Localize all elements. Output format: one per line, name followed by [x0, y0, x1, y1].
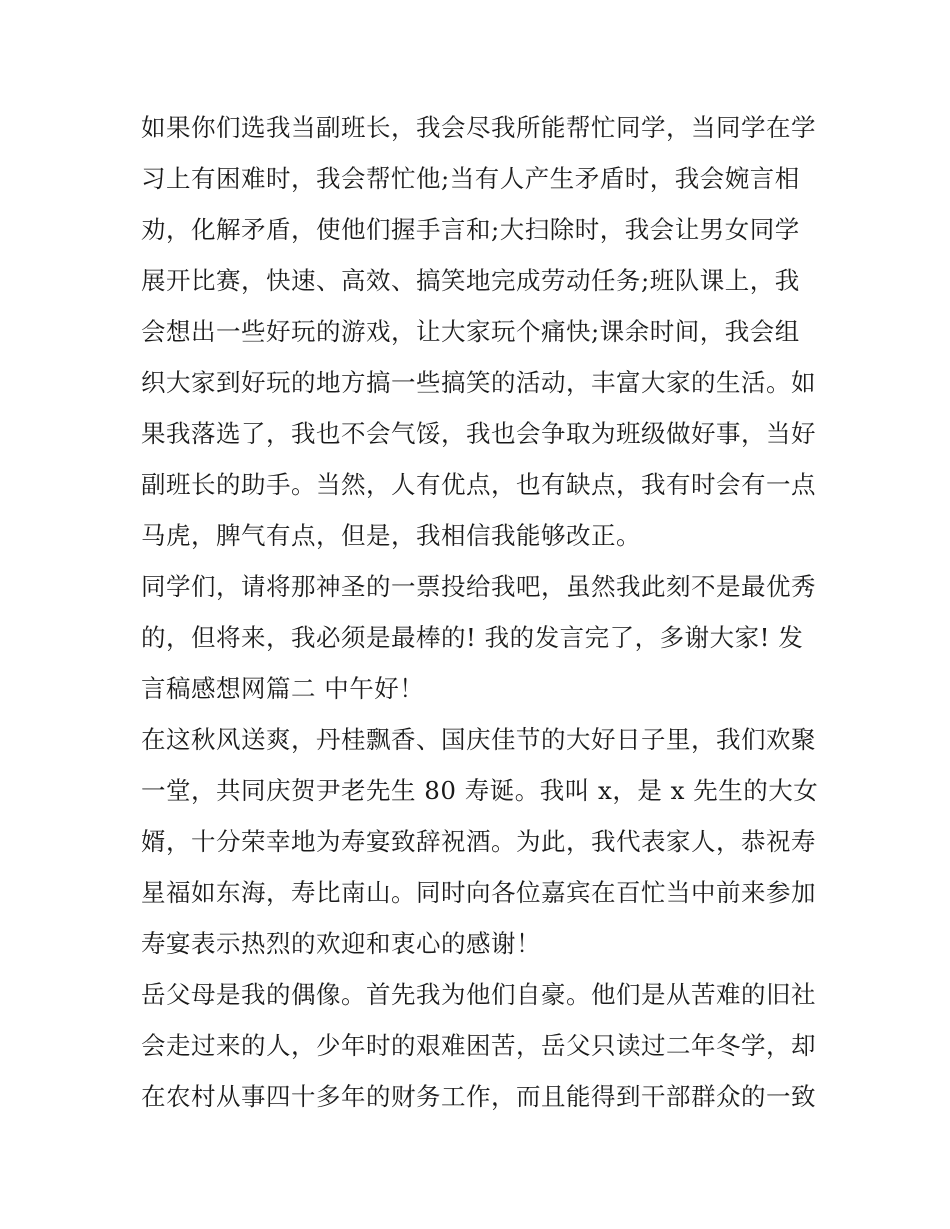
text-line: 在农村从事四十多年的财务工作，而且能得到干部群众的一致 — [141, 1082, 816, 1111]
text-line: 在这秋风送爽，丹桂飘香、国庆佳节的大好日子里，我们欢聚 — [141, 725, 816, 754]
text-line: 岳父母是我的偶像。首先我为他们自豪。他们是从苦难的旧社 — [141, 980, 816, 1009]
text-line: 果我落选了，我也不会气馁，我也会争取为班级做好事，当好 — [141, 419, 816, 448]
text-line: 寿宴表示热烈的欢迎和衷心的感谢！ — [141, 929, 541, 958]
text-line: 言稿感想网篇二 中午好！ — [141, 674, 425, 703]
text-line: 会想出一些好玩的游戏，让大家玩个痛快;课余时间，我会组 — [141, 317, 800, 346]
document-body — [141, 102, 821, 1122]
text-line: 婿，十分荣幸地为寿宴致辞祝酒。为此，我代表家人，恭祝寿 — [141, 827, 816, 856]
text-line: 织大家到好玩的地方搞一些搞笑的活动，丰富大家的生活。如 — [141, 368, 816, 397]
text-line: 会走过来的人，少年时的艰难困苦，岳父只读过二年冬学，却 — [141, 1031, 816, 1060]
text-line: 展开比赛，快速、高效、搞笑地完成劳动任务;班队课上，我 — [141, 266, 800, 295]
text-line: 如果你们选我当副班长，我会尽我所能帮忙同学，当同学在学 — [141, 113, 816, 142]
text-line: 的，但将来，我必须是最棒的! 我的发言完了，多谢大家! 发 — [141, 623, 804, 652]
text-line: 习上有困难时，我会帮忙他;当有人产生矛盾时，我会婉言相 — [141, 164, 800, 193]
text-line: 劝，化解矛盾，使他们握手言和;大扫除时，我会让男女同学 — [141, 215, 800, 244]
text-line: 马虎，脾气有点，但是，我相信我能够改正。 — [141, 521, 641, 550]
text-line: 同学们，请将那神圣的一票投给我吧，虽然我此刻不是最优秀 — [141, 572, 816, 601]
text-line: 一堂，共同庆贺尹老先生 80 寿诞。我叫 x，是 x 先生的大女 — [141, 776, 819, 805]
text-line: 副班长的助手。当然，人有优点，也有缺点，我有时会有一点 — [141, 470, 816, 499]
text-line: 星福如东海，寿比南山。同时向各位嘉宾在百忙当中前来参加 — [141, 878, 816, 907]
